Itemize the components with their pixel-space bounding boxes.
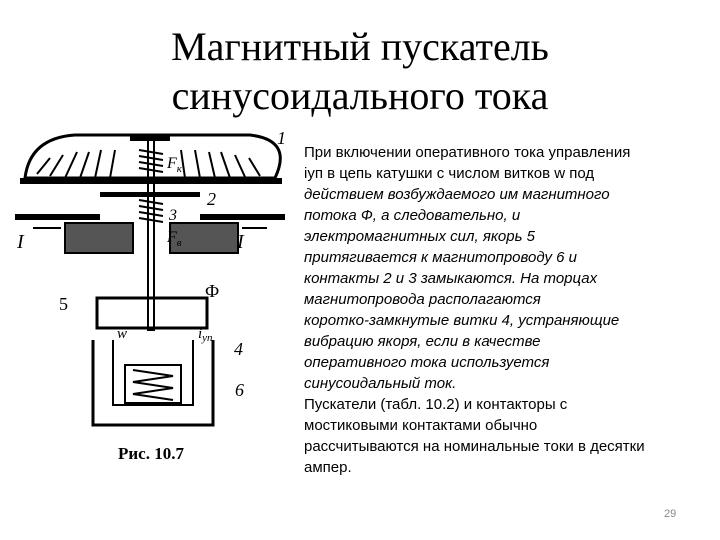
- text-line-2: iуп в цепь катушки с числом витков w под: [304, 165, 595, 182]
- label-6: 6: [235, 380, 244, 400]
- insulator-left: [65, 223, 133, 253]
- label-fk: $F_к$: [167, 155, 182, 175]
- label-iup: $i_{уп}$: [198, 326, 213, 344]
- text-line-15: рассчитываются на номинальные токи в десятки: [304, 438, 645, 455]
- text-line-13: Пускатели (табл. 10.2) и контакторы с: [304, 396, 568, 413]
- title-line-1: Магнитный пускатель: [171, 24, 549, 69]
- label-4: 4: [234, 339, 243, 359]
- text-line-1: При включении оперативного тока управления: [304, 144, 631, 161]
- coil-winding: [133, 370, 173, 400]
- label-roman-left: I: [17, 231, 24, 253]
- fixed-contact-right: [200, 214, 285, 220]
- text-line-9: коротко-замкнутые витки 4, устраняющие: [304, 312, 620, 329]
- label-fv: $F_в$: [167, 229, 182, 249]
- springs: [139, 150, 163, 222]
- label-flux: Ф: [205, 281, 220, 301]
- slide-title: [0, 22, 720, 120]
- diagram-svg: [5, 130, 300, 470]
- text-line-3: действием возбуждаемого им магнитного: [304, 186, 610, 203]
- label-1: 1: [277, 130, 286, 148]
- text-line-8: магнитопровода располагаются: [304, 291, 541, 308]
- fixed-contact-left: [15, 214, 100, 220]
- label-roman-right: I: [237, 231, 244, 253]
- text-line-14: мостиковыми контактами обычно: [304, 417, 538, 434]
- text-line-10: вибрацию якоря, если в качестве: [304, 333, 541, 350]
- text-line-16: ампер.: [304, 459, 352, 476]
- text-line-7: контакты 2 и 3 замыкаются. На торцах: [304, 270, 598, 287]
- rod: [148, 140, 154, 330]
- armature: [97, 298, 207, 328]
- text-line-11: оперативного тока используется: [304, 354, 550, 371]
- text-line-4: потока Ф, а следовательно, и: [304, 207, 521, 224]
- title-line-2: синусоидального тока: [171, 73, 549, 118]
- housing-base: [20, 178, 282, 184]
- label-winding: w: [117, 326, 128, 342]
- body-text: [304, 142, 716, 478]
- text-line-12: синусоидальный ток.: [304, 375, 457, 392]
- figure-caption: Рис. 10.7: [118, 444, 184, 463]
- moving-bridge: [100, 192, 200, 197]
- label-3: 3: [169, 207, 177, 224]
- label-2: 2: [207, 189, 216, 209]
- text-line-5: электромагнитных сил, якорь 5: [304, 228, 535, 245]
- label-5: 5: [59, 294, 68, 314]
- magnetic-core: [93, 340, 213, 425]
- text-line-6: притягивается к магнитопроводу 6 и: [304, 249, 578, 266]
- page-number: 29: [664, 508, 677, 520]
- starter-diagram: [5, 130, 300, 470]
